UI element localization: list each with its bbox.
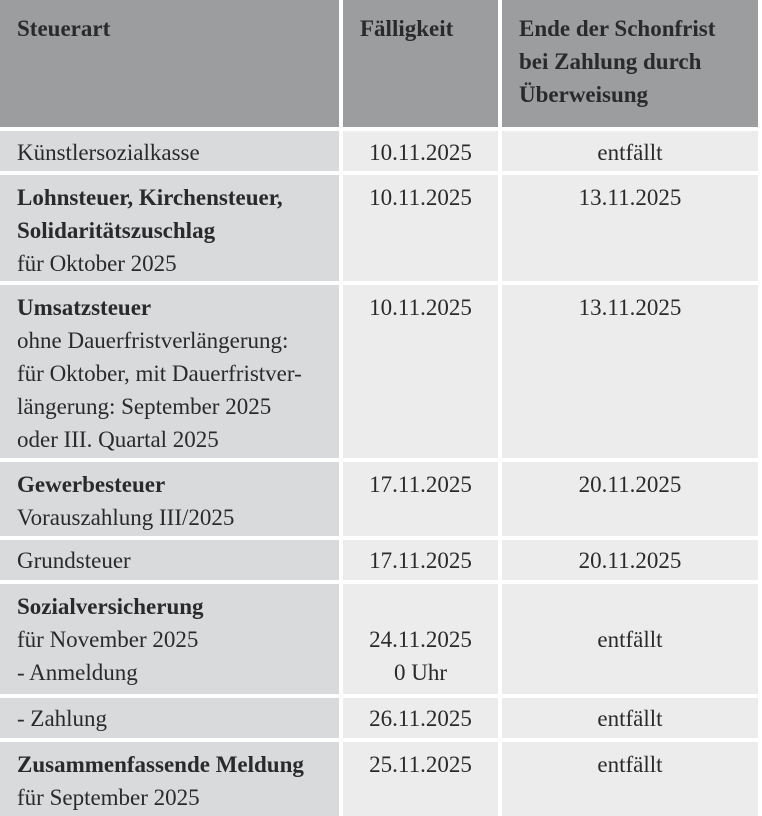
row-faelligkeit: 17.11.2025: [343, 462, 498, 536]
row-steuerart: Grundsteuer: [0, 540, 339, 580]
row-steuerart: - Zahlung: [0, 698, 339, 738]
row-ende-schonfrist: entfällt: [502, 742, 758, 816]
row-faelligkeit: 10.11.2025: [343, 175, 498, 281]
row-steuerart: Künstlersozialkasse: [0, 131, 339, 171]
row-steuerart: Umsatzsteuer ohne Dauerfristverlängerung: für Oktober, mit Dauerfristver- längerung: September 2025 oder III. Quartal 2025: [0, 285, 339, 458]
row-faelligkeit: 17.11.2025: [343, 540, 498, 580]
row-faelligkeit: 10.11.2025: [343, 285, 498, 458]
row-ende-schonfrist: 13.11.2025: [502, 175, 758, 281]
row-ende-schonfrist: entfällt: [502, 584, 758, 694]
row-faelligkeit: 10.11.2025: [343, 131, 498, 171]
table-row: [0, 540, 762, 580]
table-row: [0, 175, 762, 281]
row-ende-schonfrist: entfällt: [502, 131, 758, 171]
table-row: [0, 131, 762, 171]
header-ende-schonfrist: Ende der Schonfrist bei Zahlung durch Überweisung: [502, 0, 758, 127]
row-faelligkeit: 26.11.2025: [343, 698, 498, 738]
row-steuerart: Lohnsteuer, Kirchensteuer, Solidaritätszuschlag für Oktober 2025: [0, 175, 339, 281]
table-header: [0, 0, 762, 127]
header-faelligkeit: Fälligkeit: [343, 0, 498, 127]
table-row: [0, 698, 762, 738]
table-row: [0, 462, 762, 536]
header-steuerart: Steuerart: [0, 0, 339, 127]
table-row: [0, 742, 762, 816]
row-faelligkeit: 25.11.2025: [343, 742, 498, 816]
row-steuerart: Sozialversicherung für November 2025 - Anmeldung: [0, 584, 339, 694]
row-steuerart: Zusammenfassende Meldung für September 2025: [0, 742, 339, 816]
row-steuerart: Gewerbesteuer Vorauszahlung III/2025: [0, 462, 339, 536]
row-faelligkeit: 24.11.2025 0 Uhr: [343, 584, 498, 694]
row-ende-schonfrist: 20.11.2025: [502, 540, 758, 580]
table-row: [0, 285, 762, 458]
row-ende-schonfrist: 13.11.2025: [502, 285, 758, 458]
row-ende-schonfrist: entfällt: [502, 698, 758, 738]
table-row: [0, 584, 762, 694]
row-ende-schonfrist: 20.11.2025: [502, 462, 758, 536]
